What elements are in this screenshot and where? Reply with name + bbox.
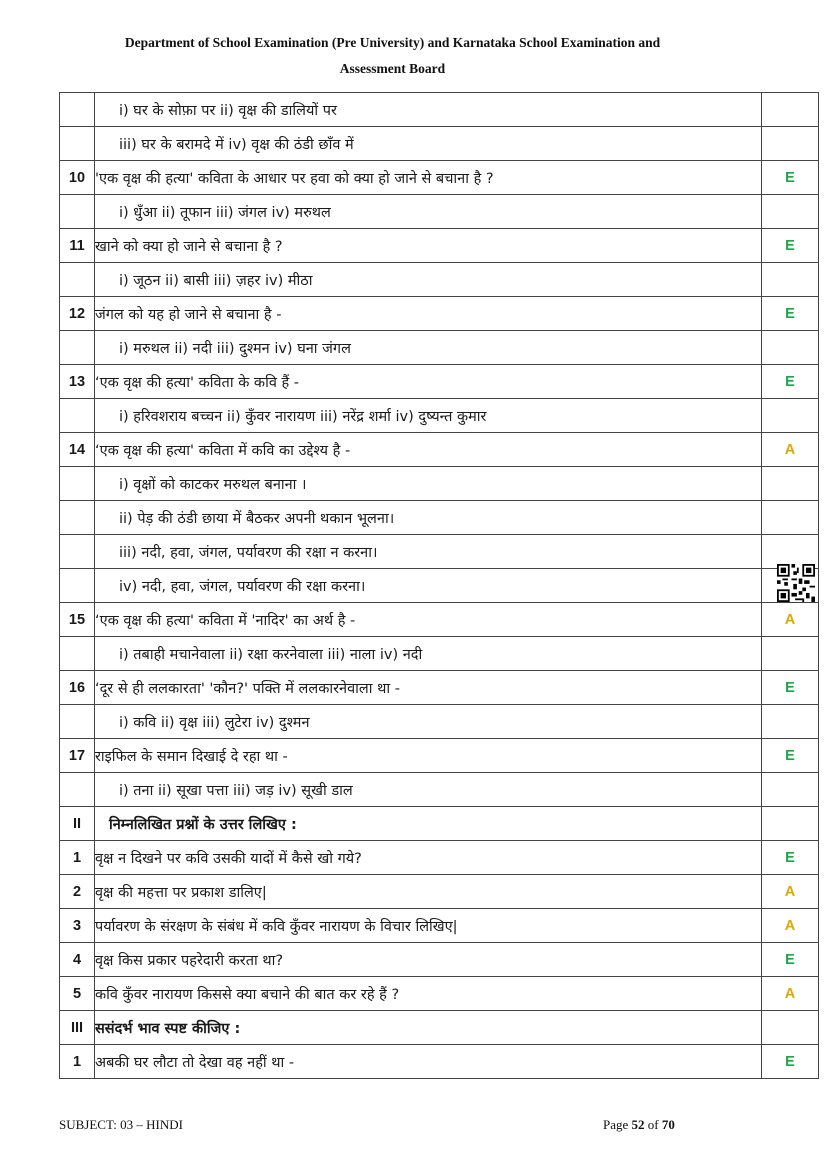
question-number: 14 [60, 433, 95, 467]
option-row [60, 569, 819, 603]
question-number [60, 467, 95, 501]
question-table [59, 92, 819, 1079]
page-of: of [647, 1117, 659, 1132]
question-text: वृक्ष किस प्रकार पहरेदारी करता था? [95, 943, 762, 977]
option-row [60, 263, 819, 297]
option-row [60, 637, 819, 671]
question-number: 5 [60, 977, 95, 1011]
difficulty-level: E [762, 841, 819, 875]
question-number: 11 [60, 229, 95, 263]
answer-options: i) तना ii) सूखा पत्ता iii) जड़ iv) सूखी डाल [95, 773, 762, 807]
question-number [60, 93, 95, 127]
question-text: 'एक वृक्ष की हत्या' कविता के आधार पर हवा को क्या हो जाने से बचाना है ? [95, 161, 762, 195]
question-row [60, 841, 819, 875]
difficulty-level: A [762, 875, 819, 909]
difficulty-level: E [762, 365, 819, 399]
question-row [60, 365, 819, 399]
document-header [60, 30, 725, 82]
question-text: ‘दूर से ही ललकारता' 'कौन?' पक्ति में ललकारनेवाला था - [95, 671, 762, 705]
footer-subject: SUBJECT: 03 – HINDI [59, 1117, 183, 1132]
question-text: कवि कुँवर नारायण किससे क्या बचाने की बात कर रहे हैं ? [95, 977, 762, 1011]
difficulty-level [762, 127, 819, 161]
option-row [60, 93, 819, 127]
option-row [60, 195, 819, 229]
page-label: Page [603, 1117, 629, 1132]
question-number [60, 127, 95, 161]
difficulty-level [762, 773, 819, 807]
question-row [60, 875, 819, 909]
answer-options: i) जूठन ii) बासी iii) ज़हर iv) मीठा [95, 263, 762, 297]
difficulty-level [762, 705, 819, 739]
option-row [60, 331, 819, 365]
answer-options: i) धुँआ ii) तूफान iii) जंगल iv) मरुथल [95, 195, 762, 229]
question-row [60, 909, 819, 943]
question-text: पर्यावरण के संरक्षण के संबंध में कवि कुँवर नारायण के विचार लिखिए| [95, 909, 762, 943]
answer-options: i) वृक्षों को काटकर मरुथल बनाना । [95, 467, 762, 501]
page-total: 70 [661, 1117, 675, 1132]
question-number [60, 399, 95, 433]
option-row [60, 773, 819, 807]
answer-options: i) तबाही मचानेवाला ii) रक्षा करनेवाला iii) नाला iv) नदी [95, 637, 762, 671]
question-number: II [60, 807, 95, 841]
question-row [60, 603, 819, 637]
question-text: ‘एक वृक्ष की हत्या' कविता में 'नादिर' का अर्थ है - [95, 603, 762, 637]
difficulty-level: E [762, 229, 819, 263]
difficulty-level [762, 1011, 819, 1045]
qr-code-icon [777, 564, 815, 602]
difficulty-level [762, 195, 819, 229]
header-line-1: Department of School Examination (Pre University) and Karnataka School Examination and [124, 35, 661, 50]
question-row [60, 161, 819, 195]
question-number: 1 [60, 841, 95, 875]
option-row [60, 705, 819, 739]
question-row [60, 1011, 819, 1045]
question-text: वृक्ष न दिखने पर कवि उसकी यादों में कैसे खो गये? [95, 841, 762, 875]
difficulty-level [762, 93, 819, 127]
difficulty-level: E [762, 297, 819, 331]
question-text: राइफिल के समान दिखाई दे रहा था - [95, 739, 762, 773]
question-number [60, 569, 95, 603]
option-row [60, 467, 819, 501]
page-current: 52 [631, 1117, 645, 1132]
question-number [60, 263, 95, 297]
option-row [60, 501, 819, 535]
question-text: जंगल को यह हो जाने से बचाना है - [95, 297, 762, 331]
question-number: 1 [60, 1045, 95, 1079]
difficulty-level: A [762, 977, 819, 1011]
answer-options: i) मरुथल ii) नदी iii) दुश्मन iv) घना जंगल [95, 331, 762, 365]
question-number [60, 637, 95, 671]
difficulty-level: A [762, 433, 819, 467]
difficulty-level [762, 637, 819, 671]
question-number: 13 [60, 365, 95, 399]
option-row [60, 535, 819, 569]
footer-page-number [603, 1117, 675, 1133]
option-row [60, 127, 819, 161]
section-heading: ससंदर्भ भाव स्पष्ट कीजिए : [95, 1011, 762, 1045]
question-number: 15 [60, 603, 95, 637]
question-number: 4 [60, 943, 95, 977]
question-number [60, 535, 95, 569]
question-text: अबकी घर लौटा तो देखा वह नहीं था - [95, 1045, 762, 1079]
question-row [60, 297, 819, 331]
question-row [60, 671, 819, 705]
answer-options: ii) पेड़ की ठंडी छाया में बैठकर अपनी थकान भूलना। [95, 501, 762, 535]
answer-options: i) घर के सोफ़ा पर ii) वृक्ष की डालियों पर [95, 93, 762, 127]
option-row [60, 399, 819, 433]
question-row [60, 229, 819, 263]
question-row [60, 943, 819, 977]
question-number [60, 501, 95, 535]
difficulty-level: E [762, 671, 819, 705]
question-number: 17 [60, 739, 95, 773]
question-row [60, 977, 819, 1011]
difficulty-level [762, 331, 819, 365]
question-number [60, 331, 95, 365]
question-number: 12 [60, 297, 95, 331]
difficulty-level: E [762, 161, 819, 195]
answer-options: i) हरिवशराय बच्चन ii) कुँवर नारायण iii) नरेंद्र शर्मा iv) दुष्यन्त कुमार [95, 399, 762, 433]
difficulty-level [762, 807, 819, 841]
question-row [60, 807, 819, 841]
difficulty-level: E [762, 739, 819, 773]
question-number: 3 [60, 909, 95, 943]
question-number: 10 [60, 161, 95, 195]
question-number: 16 [60, 671, 95, 705]
answer-options: iii) घर के बरामदे में iv) वृक्ष की ठंडी छाँव में [95, 127, 762, 161]
answer-options: i) कवि ii) वृक्ष iii) लुटेरा iv) दुश्मन [95, 705, 762, 739]
question-number: III [60, 1011, 95, 1045]
difficulty-level: E [762, 943, 819, 977]
question-number [60, 195, 95, 229]
difficulty-level: A [762, 909, 819, 943]
question-number [60, 705, 95, 739]
difficulty-level [762, 501, 819, 535]
answer-options: iv) नदी, हवा, जंगल, पर्यावरण की रक्षा करना। [95, 569, 762, 603]
question-number: 2 [60, 875, 95, 909]
question-number [60, 773, 95, 807]
difficulty-level: E [762, 1045, 819, 1079]
section-heading: निम्नलिखित प्रश्नों के उत्तर लिखिए : [95, 807, 762, 841]
difficulty-level [762, 467, 819, 501]
question-text: खाने को क्या हो जाने से बचाना है ? [95, 229, 762, 263]
question-text: ‘एक वृक्ष की हत्या' कविता में कवि का उद्देश्य है - [95, 433, 762, 467]
question-row [60, 739, 819, 773]
difficulty-level [762, 399, 819, 433]
answer-options: iii) नदी, हवा, जंगल, पर्यावरण की रक्षा न करना। [95, 535, 762, 569]
difficulty-level [762, 263, 819, 297]
question-row [60, 433, 819, 467]
question-text: ‘एक वृक्ष की हत्या' कविता के कवि हैं - [95, 365, 762, 399]
question-text: वृक्ष की महत्ता पर प्रकाश डालिए| [95, 875, 762, 909]
header-line-2: Assessment Board [339, 61, 446, 76]
difficulty-level: A [762, 603, 819, 637]
question-row [60, 1045, 819, 1079]
